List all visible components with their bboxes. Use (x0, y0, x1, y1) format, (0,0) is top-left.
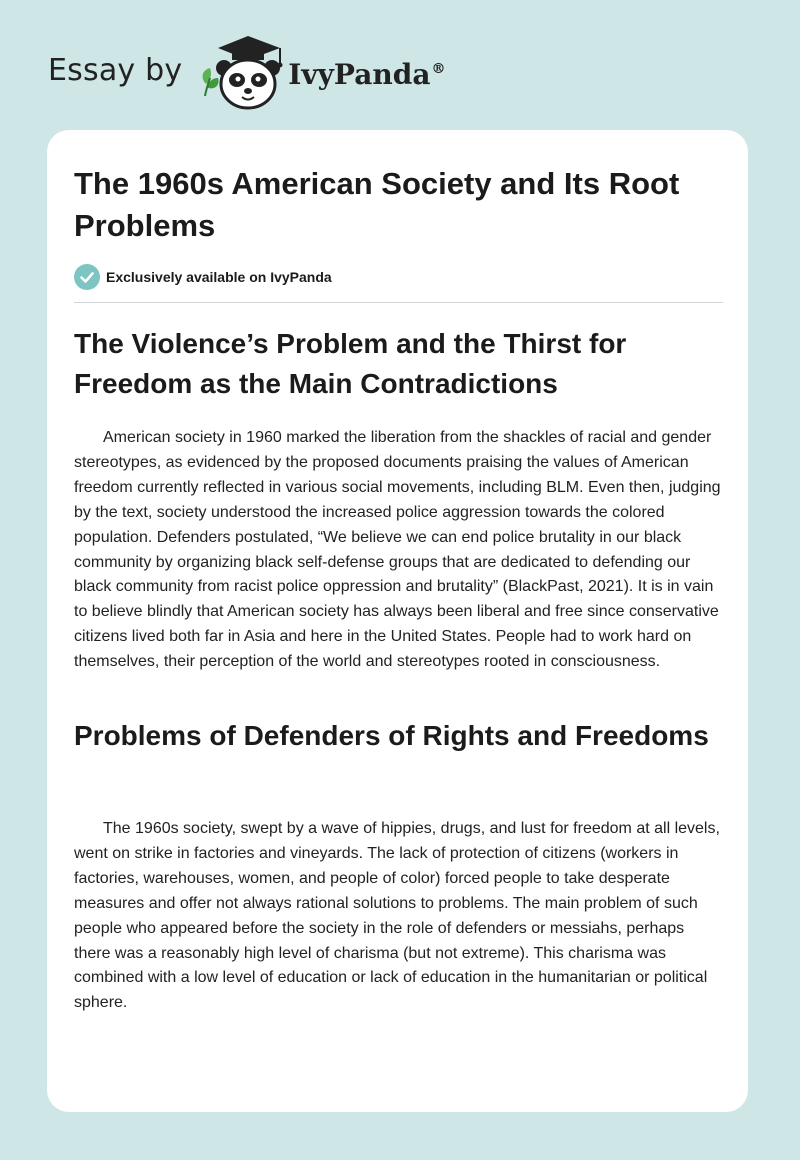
section-heading: Problems of Defenders of Rights and Freedoms (74, 720, 709, 751)
section-paragraph: American society in 1960 marked the liberation from the shackles of racial and gender stereotypes, as evidenced by the proposed documents praising the values of American freedom currently reflected in various social movements, including BLM. Even then, judging by the text, society understood the increased police aggression towards the colored population. Defenders postulated, “We believe we can end police brutality in our black community by organizing black self-defense groups that are dedicated to defending our black community from racist police oppression and brutality” (BlackPast, 2021). It is in vain to believe blindly that American society has always been liberal and free since conservative citizens lived both far in Asia and here in the United States. People had to work hard on themselves, their perception of the world and stereotypes rooted in consciousness. (74, 429, 721, 671)
exclusive-badge (74, 264, 332, 290)
essay-card (47, 130, 748, 1112)
panda-graduate-logo-icon (196, 34, 288, 112)
check-circle-icon (74, 264, 100, 290)
divider (74, 302, 723, 303)
page-title: The 1960s American Society and Its Root Problems (74, 166, 680, 243)
badge-text: Exclusively available on IvyPanda (106, 269, 332, 285)
brand-name: IvyPanda® (288, 57, 446, 91)
section-heading: The Violence’s Problem and the Thirst for Freedom as the Main Contradictions (74, 328, 627, 399)
site-header-logo[interactable] (48, 34, 445, 112)
section-paragraph: The 1960s society, swept by a wave of hippies, drugs, and lust for freedom at all levels, went on strike in factories and vineyards. The lack of protection of citizens (workers in factories, warehouses, women, and people of color) forced people to take desperate measures and offer not always rational solutions to problems. The main problem of such people who appeared before the society in the role of defenders or messiahs, perhaps there was a reasonably high level of charisma (but not extreme). This charisma was combined with a low level of education or lack of education in the humanitarian or political sphere. (74, 820, 720, 1012)
brand-prefix: Essay by (48, 52, 183, 88)
